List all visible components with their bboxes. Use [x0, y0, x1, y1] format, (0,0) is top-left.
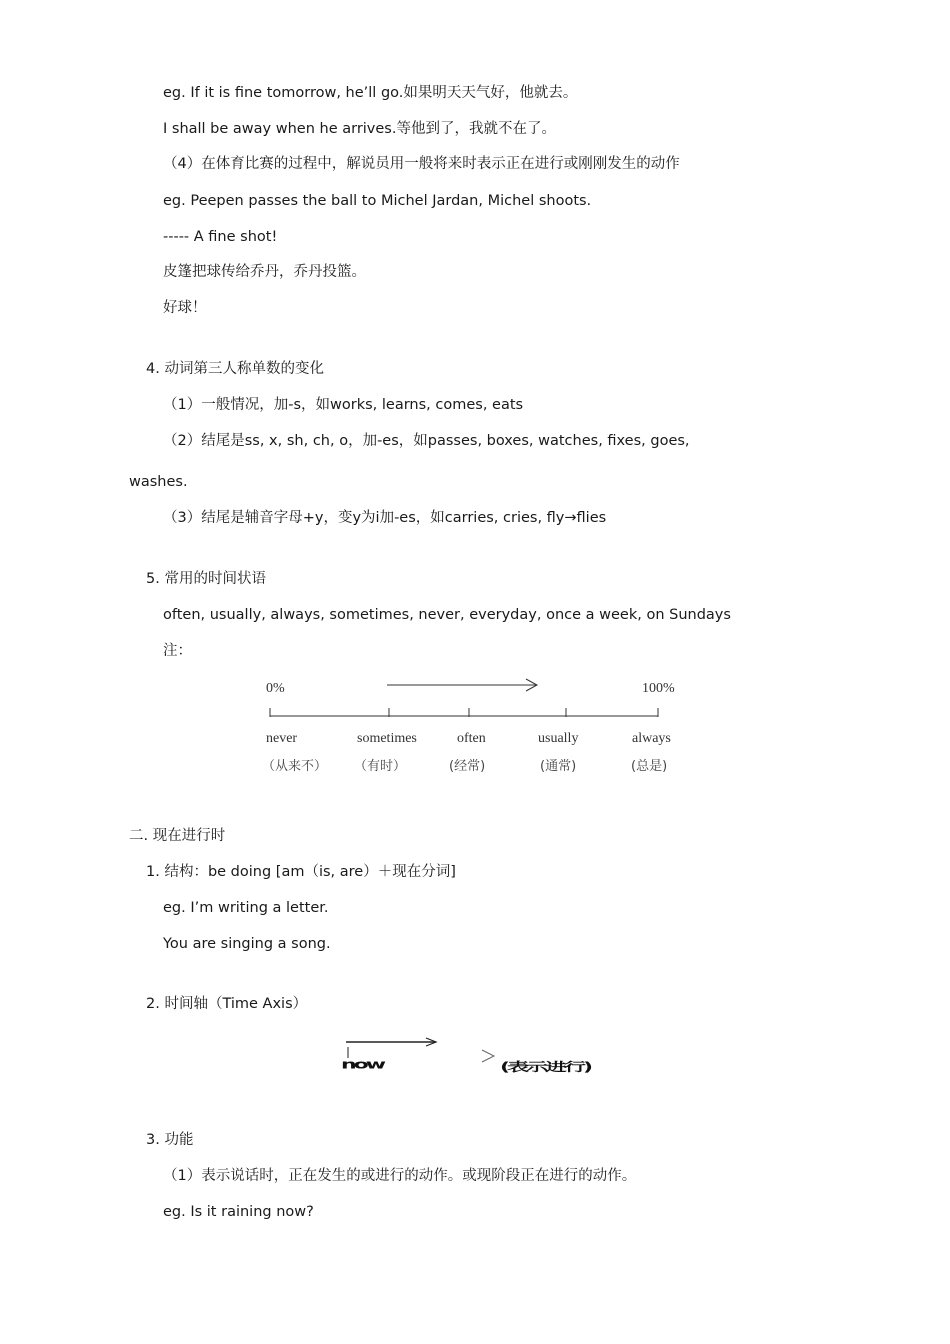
scale-word-never: never	[266, 731, 298, 746]
function-rule-1: （1）表示说话时，正在发生的或进行的动作。或现阶段正在进行的动作。	[163, 1168, 637, 1184]
time-axis-small-arrow	[482, 1050, 494, 1062]
rule-third-person-3: （3）结尾是辅音字母+y，变y为i加-es，如carries, cries, fly→flies	[163, 510, 607, 526]
progressive-structure: 1. 结构：be doing [am（is, are）＋现在分词]	[146, 864, 456, 880]
scale-cn-always: (总是)	[631, 759, 668, 774]
example-line-sports-1: eg. Peepen passes the ball to Michel Jardan, Michel shoots.	[163, 193, 592, 209]
progressive-example-1: eg. I’m writing a letter.	[163, 900, 329, 916]
rule-line-sports: （4）在体育比赛的过程中，解说员用一般将来时表示正在进行或刚刚发生的动作	[163, 156, 680, 172]
scale-word-sometimes: sometimes	[357, 731, 417, 746]
scale-word-often: often	[457, 731, 486, 746]
example-line-future-2: I shall be away when he arrives.等他到了，我就不在了。	[163, 121, 556, 137]
scale-left-percent: 0%	[266, 681, 285, 696]
example-line-sports-2: ----- A fine shot!	[163, 229, 278, 245]
function-title: 3. 功能	[146, 1132, 194, 1148]
section-ii-title: 二. 现在进行时	[129, 828, 226, 844]
scale-word-always: always	[632, 731, 671, 746]
scale-cn-never: （从来不）	[262, 759, 328, 774]
time-axis-progress-label: (表示进行)	[500, 1060, 591, 1075]
scale-right-percent: 100%	[642, 681, 675, 696]
scale-cn-often: (经常)	[449, 759, 486, 774]
example-line-future-1: eg. If it is fine tomorrow, he’ll go.如果明天天气好，他就去。	[163, 85, 578, 101]
scale-cn-usually: (通常)	[540, 759, 577, 774]
time-axis-title: 2. 时间轴（Time Axis）	[146, 996, 308, 1012]
function-example-1: eg. Is it raining now?	[163, 1204, 314, 1220]
rule-third-person-2: （2）结尾是ss, x, sh, ch, o，加-es，如passes, boxes, watches, fixes, goes,	[163, 433, 690, 449]
rule-third-person-2-cont: washes.	[129, 474, 188, 490]
scale-cn-sometimes: （有时）	[354, 759, 407, 774]
rule-third-person-1: （1）一般情况，加-s，如works, learns, comes, eats	[163, 397, 524, 413]
progressive-example-2: You are singing a song.	[163, 936, 331, 952]
translation-line-2: 好球！	[163, 300, 207, 316]
time-axis-now-label: now	[341, 1058, 384, 1072]
note-label: 注：	[163, 643, 192, 659]
section-5-title: 5. 常用的时间状语	[146, 571, 266, 587]
translation-line-1: 皮篷把球传给乔丹，乔丹投篮。	[163, 264, 366, 280]
section-4-title: 4. 动词第三人称单数的变化	[146, 361, 324, 377]
time-adverbials-list: often, usually, always, sometimes, never, everyday, once a week, on Sundays	[163, 607, 731, 623]
scale-word-usually: usually	[538, 731, 579, 746]
